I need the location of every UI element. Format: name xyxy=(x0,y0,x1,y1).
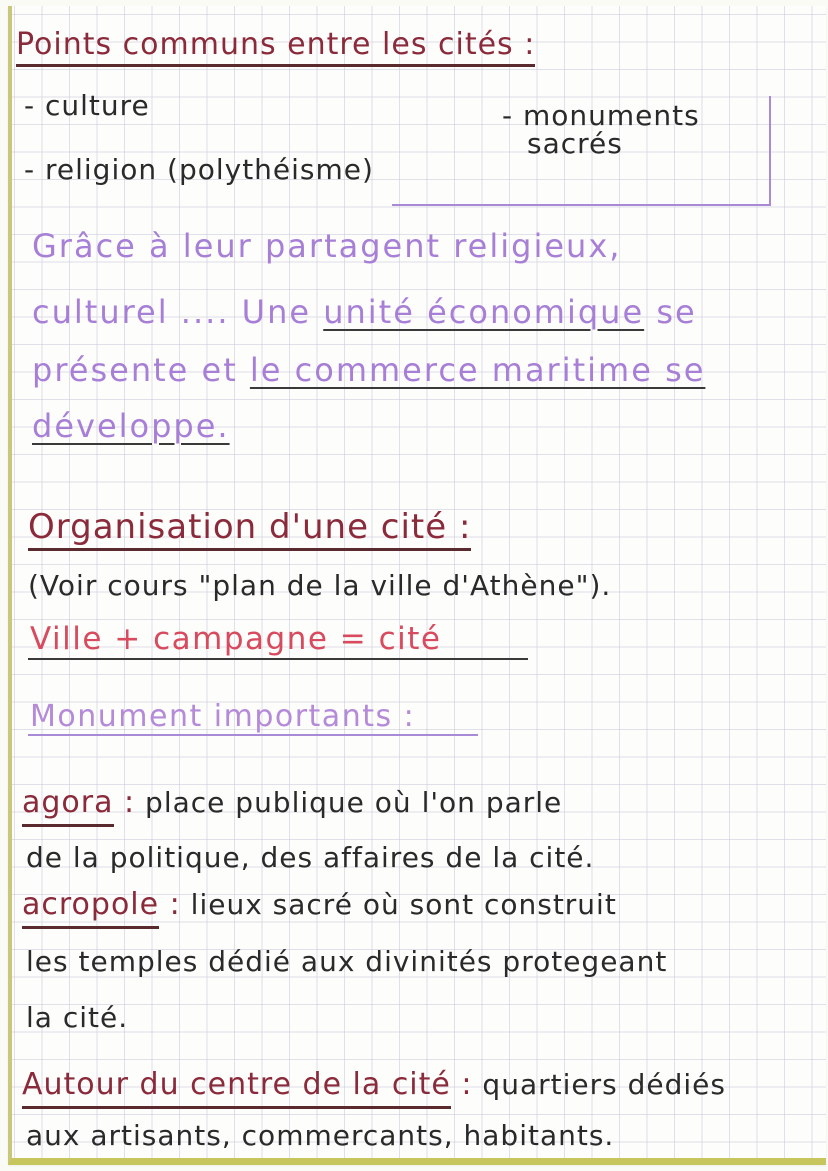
paragraph-line-1: Grâce à leur partagent religieux, xyxy=(32,227,622,265)
subtitle-monuments: Monument importants : xyxy=(30,699,416,734)
list-item-monuments: - monuments xyxy=(502,99,700,132)
term-separator: : xyxy=(113,785,136,820)
subtitle-underline xyxy=(28,734,478,736)
term-separator: : xyxy=(159,887,181,922)
term-acropole: acropole xyxy=(22,887,159,929)
equation-underline xyxy=(28,658,528,660)
list-item-sacres: sacrés xyxy=(527,127,623,160)
highlight-commerce-maritime: le commerce maritime se xyxy=(249,351,706,389)
heading-organisation: Organisation d'une cité : xyxy=(28,510,471,551)
paragraph-text: culturel .... Une xyxy=(32,293,324,331)
highlight-unite-economique: unité économique xyxy=(323,293,645,331)
quarter-text-line-2: aux artisants, commercants, habitants. xyxy=(26,1119,615,1152)
list-item-culture: - culture xyxy=(24,89,150,122)
definition-acropole-line-3: la cité. xyxy=(26,1001,129,1034)
definition-text: place publique où l'on parle xyxy=(135,786,563,819)
heading-points-communs: Points communs entre les cités : xyxy=(16,30,535,67)
definition-acropole xyxy=(22,887,617,922)
bracket-horizontal-line xyxy=(392,204,771,206)
definition-text: lieux sacré où sont construit xyxy=(180,888,617,921)
equation-ville-campagne: Ville + campagne = cité xyxy=(30,621,442,657)
course-reference-note: (Voir cours "plan de la ville d'Athène"). xyxy=(28,569,612,602)
heading-autour-centre: Autour du centre de la cité xyxy=(22,1067,451,1109)
definition-agora xyxy=(22,785,563,820)
quarter-text: quartiers dédiés xyxy=(472,1068,726,1101)
paragraph-text: présente et xyxy=(32,351,250,389)
term-separator: : xyxy=(450,1067,473,1102)
section-autour-centre xyxy=(22,1067,726,1102)
paragraph-line-3 xyxy=(32,351,706,389)
bracket-vertical-line xyxy=(769,96,771,206)
grid-paper-page xyxy=(8,6,826,1165)
term-agora: agora xyxy=(22,785,114,827)
paragraph-line-4: développe. xyxy=(32,407,230,445)
definition-acropole-line-2: les temples dédié aux divinités protegeant xyxy=(26,945,668,978)
definition-agora-line-2: de la politique, des affaires de la cité. xyxy=(26,841,595,874)
paragraph-text: se xyxy=(644,293,697,331)
list-item-religion: - religion (polythéisme) xyxy=(24,153,374,186)
paragraph-line-2 xyxy=(32,293,697,331)
